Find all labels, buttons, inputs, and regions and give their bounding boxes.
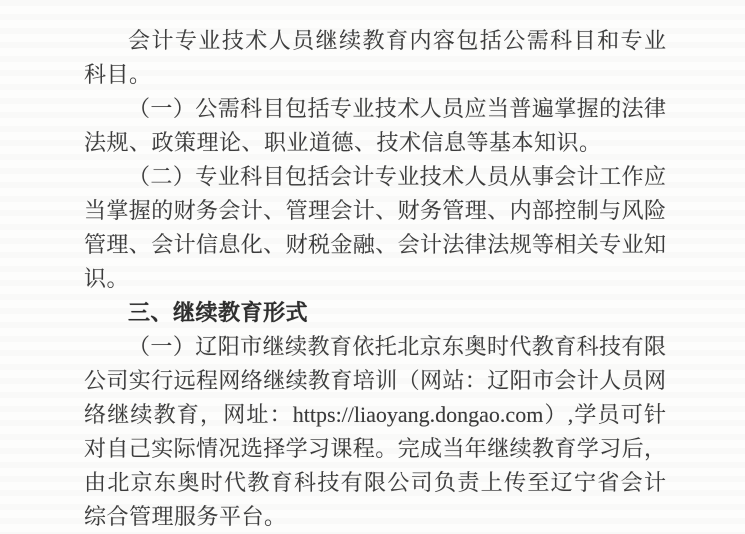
section-heading: 三、继续教育形式 (128, 300, 309, 325)
document-line-with-url: 络继续教育，网址：https://liaoyang.dongao.com）,学员可针 (84, 402, 666, 427)
document-text-block (84, 24, 666, 534)
document-line: 科目。 (84, 62, 152, 87)
document-line: 管理、会计信息化、财税金融、会计法律法规等相关专业知 (84, 232, 666, 257)
document-line: 识。 (84, 266, 130, 291)
document-line: 公司实行远程网络继续教育培训（网站：辽阳市会计人员网 (84, 368, 666, 393)
document-line: （一）辽阳市继续教育依托北京东奥时代教育科技有限 (128, 334, 666, 359)
document-line: 法规、政策理论、职业道德、技术信息等基本知识。 (84, 130, 602, 155)
document-line: 会计专业技术人员继续教育内容包括公需科目和专业 (128, 28, 666, 53)
document-line: 当掌握的财务会计、管理会计、财务管理、内部控制与风险 (84, 198, 666, 223)
document-line: 对自己实际情况选择学习课程。完成当年继续教育学习后， (84, 436, 666, 461)
document-line: （一）公需科目包括专业技术人员应当普遍掌握的法律 (128, 96, 666, 121)
document-line: 综合管理服务平台。 (84, 504, 287, 529)
document-line: （二）专业科目包括会计专业技术人员从事会计工作应 (128, 164, 666, 189)
document-line: 由北京东奥时代教育科技有限公司负责上传至辽宁省会计 (84, 470, 666, 495)
